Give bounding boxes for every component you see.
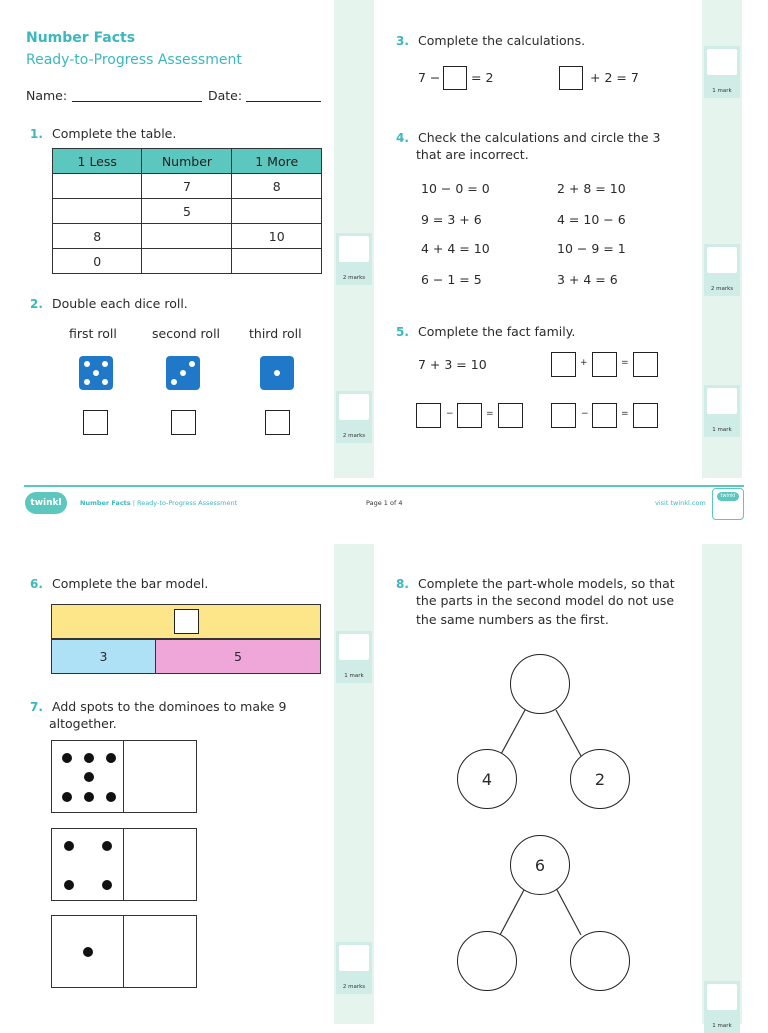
question-number: 7. — [30, 700, 43, 714]
mark-box-q7: 2 marks — [336, 942, 372, 994]
question-text: Complete the table. — [52, 126, 177, 141]
question-number: 4. — [396, 131, 409, 145]
mark-box-q5: 1 mark — [704, 385, 740, 437]
table-cell: 8 — [232, 174, 322, 199]
equals-sign: = — [621, 409, 629, 419]
table-cell: 7 — [142, 174, 232, 199]
plus-sign: + — [580, 358, 588, 368]
footer-title-bold: Number Facts — [80, 499, 131, 507]
mark-box-q4: 2 marks — [704, 244, 740, 296]
page-subtitle: Ready-to-Progress Assessment — [26, 52, 242, 68]
mark-box-q1: 2 marks — [336, 233, 372, 285]
calculation[interactable]: 2 + 8 = 10 — [557, 181, 626, 196]
part-circle[interactable] — [457, 931, 517, 991]
question-text: Add spots to the dominoes to make 9 — [52, 699, 287, 714]
part-circle[interactable] — [570, 931, 630, 991]
whole-value: 6 — [534, 855, 546, 875]
question-text-line: the same numbers as the first. — [416, 612, 609, 627]
whole-circle[interactable] — [510, 654, 570, 714]
table-cell: 8 — [53, 224, 142, 249]
calculation[interactable]: 4 + 4 = 10 — [421, 241, 490, 256]
dice-label: second roll — [152, 326, 221, 341]
question-text-line: altogether. — [49, 716, 117, 731]
question-text: Complete the bar model. — [52, 576, 209, 591]
footer-site-link[interactable]: visit twinkl.com — [655, 499, 706, 507]
name-label: Name: — [26, 88, 68, 103]
calc-text: 7 − — [418, 70, 441, 85]
minus-sign: − — [446, 409, 454, 419]
table-cell: 5 — [142, 199, 232, 224]
calculation[interactable]: 10 − 0 = 0 — [421, 181, 490, 196]
calculation[interactable]: 10 − 9 = 1 — [557, 241, 626, 256]
bar-part-value: 5 — [234, 649, 242, 664]
table-cell: 10 — [232, 224, 322, 249]
calculation[interactable]: 9 = 3 + 6 — [421, 212, 482, 227]
question-number: 2. — [30, 297, 43, 311]
calc-text: = 2 — [471, 70, 494, 85]
badge-logo-text: twinkl — [720, 493, 736, 499]
calculation[interactable]: 3 + 4 = 6 — [557, 272, 618, 287]
mark-box-q3: 1 mark — [704, 46, 740, 98]
given-fact: 7 + 3 = 10 — [418, 357, 487, 372]
mark-box-q6: 1 mark — [336, 631, 372, 683]
bar-part-value: 3 — [99, 649, 108, 664]
whole-circle — [510, 835, 570, 895]
mark-box-q8: 1 mark — [704, 981, 740, 1033]
table-header: Number — [142, 149, 232, 174]
minus-sign: − — [581, 409, 589, 419]
question-text-line: the parts in the second model do not use — [416, 593, 675, 608]
part-circle — [570, 749, 630, 809]
part-value: 2 — [594, 769, 606, 789]
part-value: 4 — [481, 769, 493, 789]
page-number: Page 1 of 4 — [366, 499, 403, 507]
question-text-line: that are incorrect. — [416, 147, 529, 162]
question-text: Complete the part-whole models, so that — [418, 576, 675, 591]
footer-title-rest: | Ready-to-Progress Assessment — [130, 499, 238, 507]
question-number: 3. — [396, 34, 409, 48]
calculation[interactable]: 6 − 1 = 5 — [421, 272, 482, 287]
page-title: Number Facts — [26, 30, 136, 46]
question-number: 6. — [30, 577, 43, 591]
calc-text: + 2 = 7 — [590, 70, 639, 85]
equals-sign: = — [621, 358, 629, 368]
logo-text: twinkl — [30, 498, 62, 508]
table-header: 1 More — [232, 149, 322, 174]
table-header: 1 Less — [53, 149, 142, 174]
question-text: Complete the fact family. — [418, 324, 576, 339]
question-text: Double each dice roll. — [52, 296, 188, 311]
calculation[interactable]: 4 = 10 − 6 — [557, 212, 626, 227]
question-number: 8. — [396, 577, 409, 591]
part-circle — [457, 749, 517, 809]
table-cell: 0 — [53, 249, 142, 274]
equals-sign: = — [486, 409, 494, 419]
question-text: Complete the calculations. — [418, 33, 586, 48]
dice-label: first roll — [69, 326, 117, 341]
question-number: 5. — [396, 325, 409, 339]
question-text: Check the calculations and circle the 3 — [418, 130, 661, 145]
question-number: 1. — [30, 127, 43, 141]
mark-box-q2: 2 marks — [336, 391, 372, 443]
dice-label: third roll — [249, 326, 302, 341]
date-label: Date: — [208, 88, 243, 103]
